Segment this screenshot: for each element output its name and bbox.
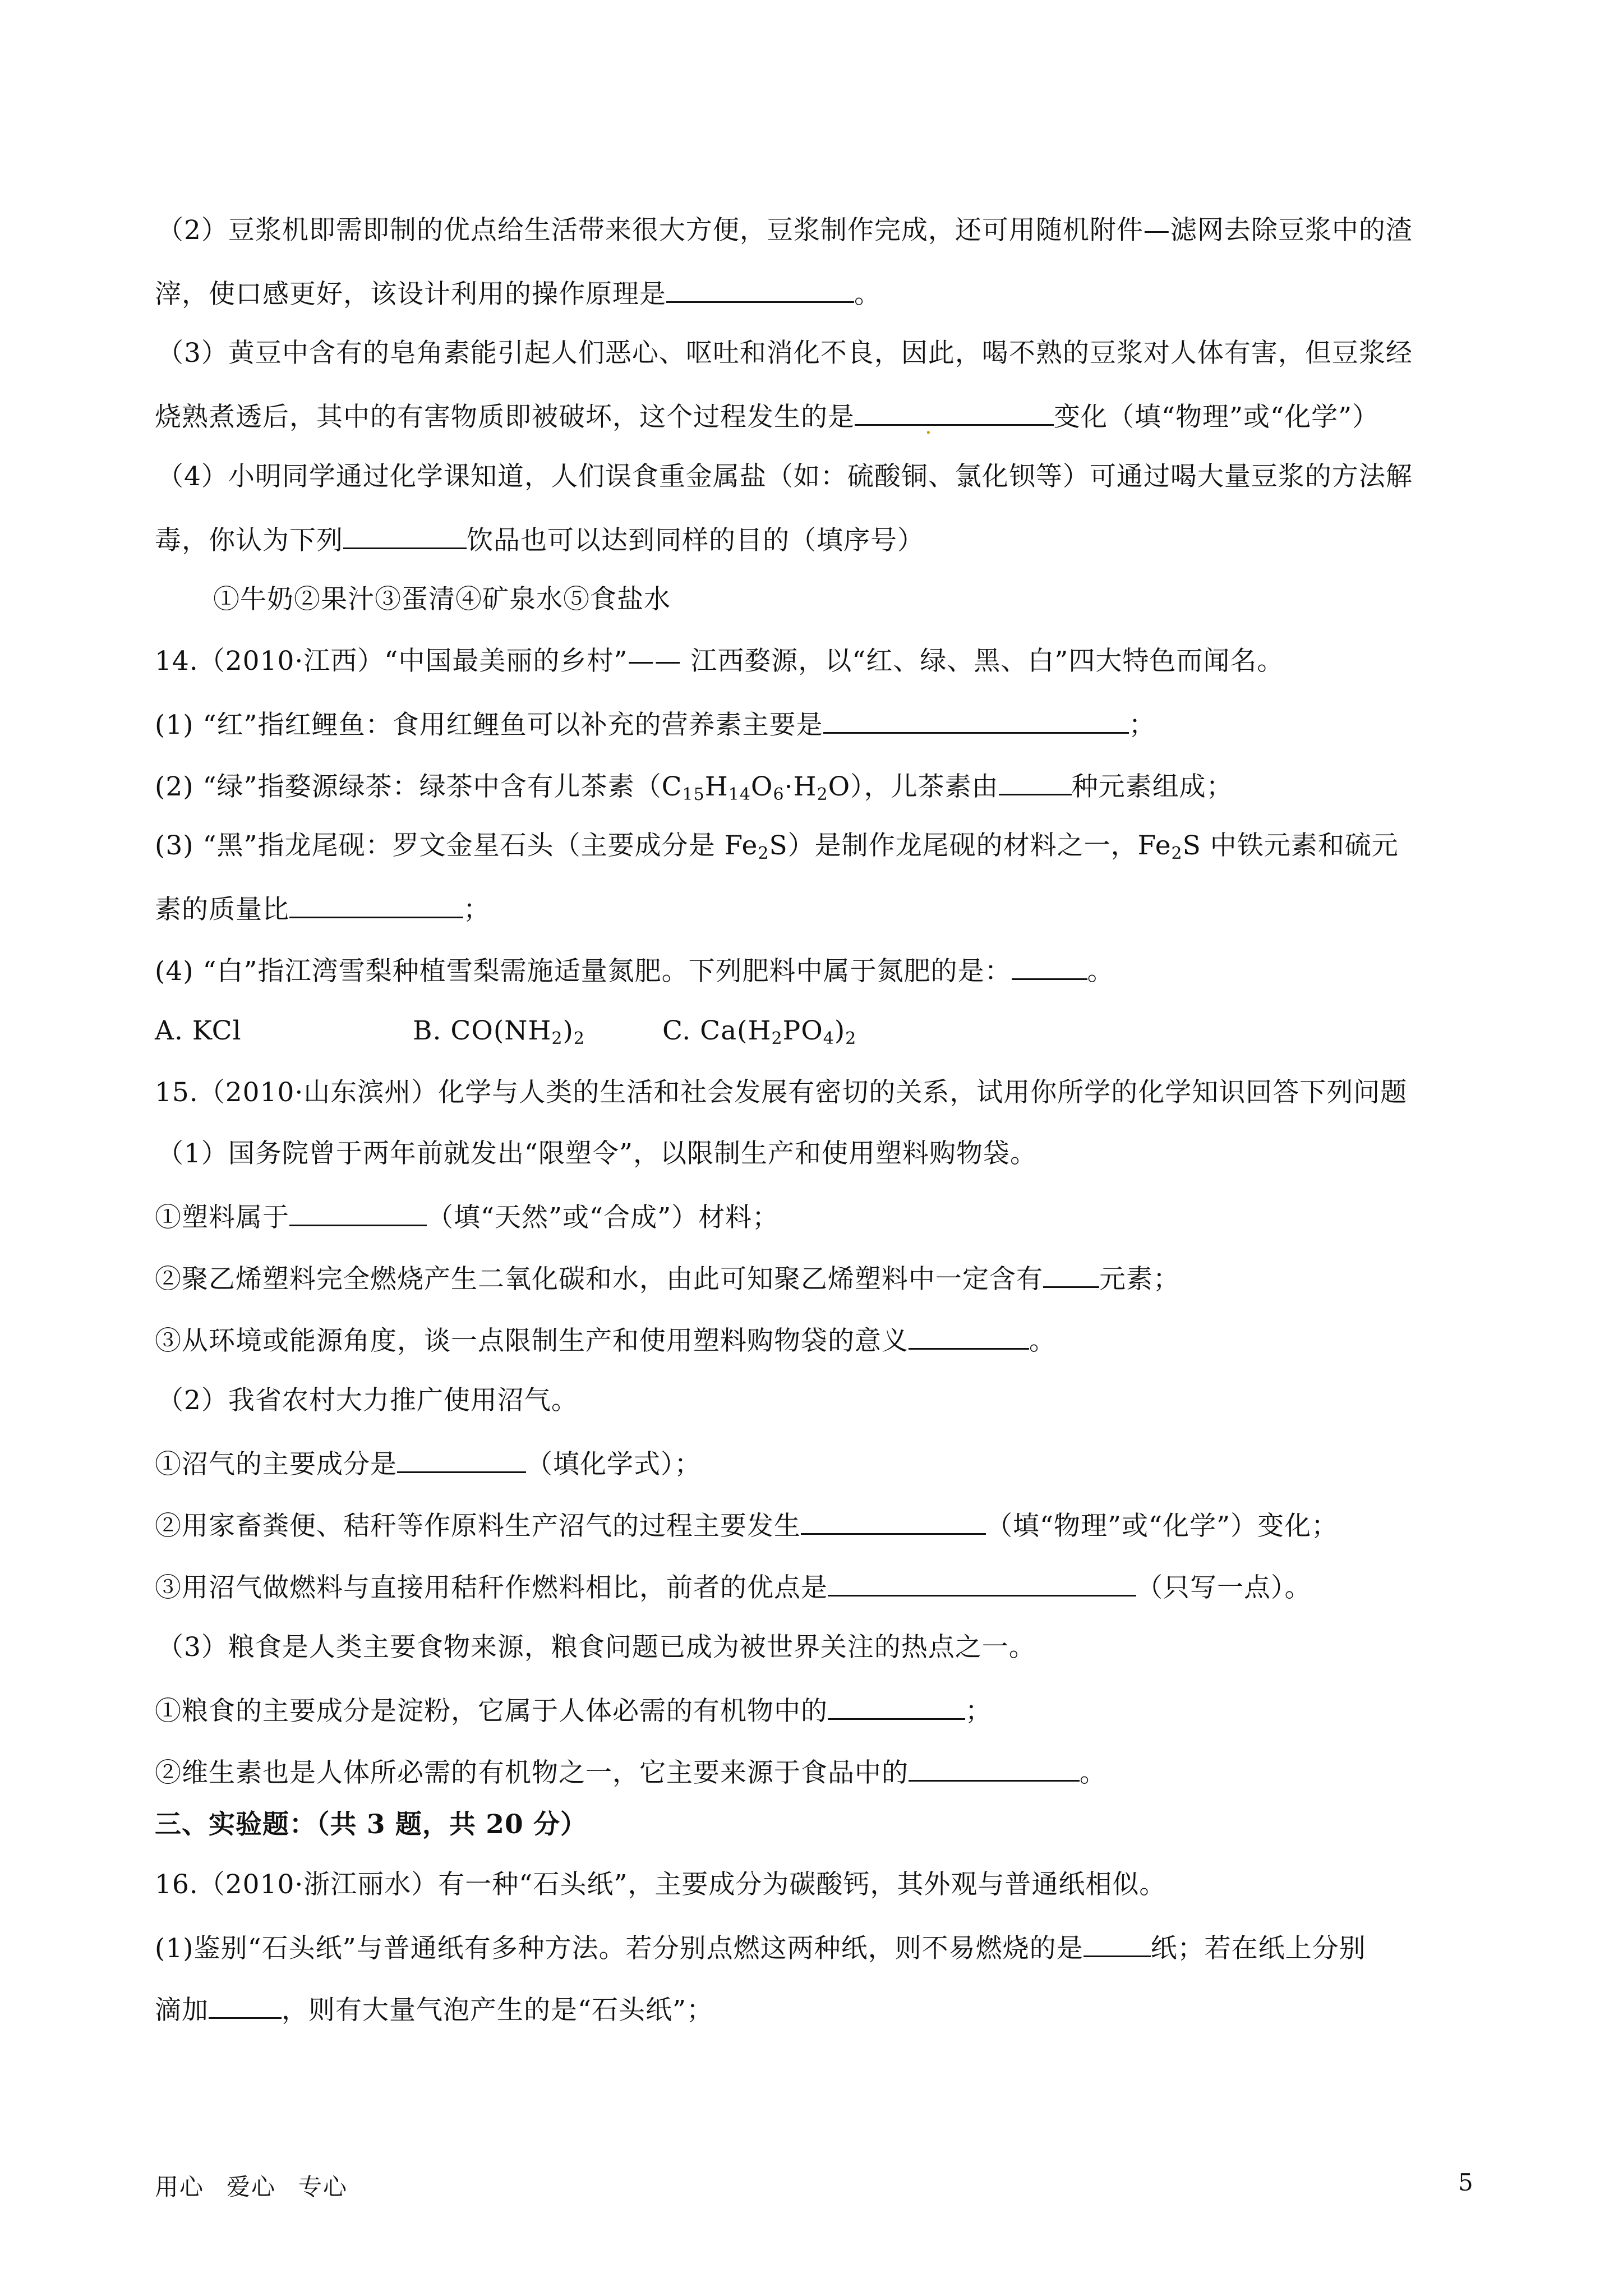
text: 饮品也可以达到同样的目的（填序号） — [467, 525, 924, 556]
section-heading — [155, 1808, 587, 1842]
subscript: 15 — [682, 785, 705, 804]
text: ①粮食的主要成分是淀粉，它属于人体必需的有机物中的 — [155, 1696, 828, 1727]
answer-blank[interactable] — [823, 706, 1129, 734]
text: ②用家畜粪便、秸秆等作原料生产沼气的过程主要发生 — [155, 1511, 801, 1542]
text: ； — [1128, 710, 1156, 740]
answer-blank[interactable] — [1043, 1260, 1099, 1288]
q15-part1-item3 — [155, 1322, 1056, 1358]
q14-part1 — [155, 706, 1156, 742]
text: （2）我省农村大力推广使用沼气。 — [157, 1385, 578, 1416]
answer-blank[interactable] — [828, 1692, 965, 1720]
q14-options — [155, 1014, 856, 1048]
text: （填化学式）； — [526, 1449, 702, 1480]
q13-part2-line2 — [155, 275, 881, 311]
text: 。 — [854, 279, 881, 310]
q14-part3-line1 — [155, 829, 1399, 863]
option-a — [155, 1014, 413, 1048]
answer-blank[interactable] — [801, 1507, 986, 1535]
text: S）是制作龙尾砚的材料之一，Fe — [769, 830, 1172, 861]
subscript: 2 — [573, 1029, 585, 1048]
q15-title — [155, 1076, 1407, 1110]
q16-part1-line1 — [155, 1930, 1366, 1966]
footer-text: 爱心 — [227, 2173, 276, 2201]
q15-part2-item3 — [155, 1569, 1312, 1605]
text: ； — [463, 894, 490, 925]
subscript: 2 — [845, 1029, 857, 1048]
q13-options — [213, 583, 671, 616]
q15-part1-item2 — [155, 1260, 1180, 1296]
text: (1)鉴别“石头纸”与普通纸有多种方法。若分别点燃这两种纸，则不易燃烧的是 — [155, 1933, 1083, 1964]
subscript: 2 — [771, 1029, 783, 1048]
text: (2) “绿”指婺源绿茶：绿茶中含有儿茶素（C — [155, 771, 683, 802]
text: ②聚乙烯塑料完全燃烧产生二氧化碳和水，由此可知聚乙烯塑料中一定含有 — [155, 1264, 1043, 1295]
text: 种元素组成； — [1071, 771, 1233, 802]
text: 纸；若在纸上分别 — [1150, 1933, 1366, 1964]
q15-part2-item1 — [155, 1446, 702, 1481]
answer-blank[interactable] — [666, 275, 854, 303]
text: 滴加 — [155, 1995, 209, 2026]
text: ) — [562, 1015, 574, 1046]
text: (3) “黑”指龙尾砚：罗文金星石头（主要成分是 Fe — [155, 830, 758, 861]
text: （填“天然”或“合成”）材料； — [427, 1202, 780, 1233]
text: ，则有大量气泡产生的是“石头纸”； — [282, 1995, 714, 2026]
text: ①沼气的主要成分是 — [155, 1449, 397, 1480]
subscript: 2 — [817, 785, 828, 804]
answer-blank[interactable] — [909, 1322, 1029, 1350]
option-c — [662, 1015, 856, 1046]
page-number: 5 — [1458, 2169, 1473, 2196]
text: 14.（2010·江西）“中国最美丽的乡村”—— 江西婺源，以“红、绿、黑、白”四大特色而闻名。 — [155, 646, 1284, 677]
footer-motto — [155, 2169, 370, 2202]
text: 三、实验题：（共 3 题，共 20 分） — [155, 1809, 588, 1840]
text: ③从环境或能源角度，谈一点限制生产和使用塑料购物袋的意义 — [155, 1326, 909, 1356]
subscript: 2 — [758, 844, 769, 863]
subscript: 4 — [823, 1029, 834, 1048]
answer-blank[interactable] — [343, 522, 467, 549]
text: 16.（2010·浙江丽水）有一种“石头纸”，主要成分为碳酸钙，其外观与普通纸相似。 — [155, 1869, 1166, 1900]
subscript: 14 — [728, 785, 751, 804]
text: (1) “红”指红鲤鱼：食用红鲤鱼可以补充的营养素主要是 — [155, 710, 823, 740]
text: PO — [782, 1015, 823, 1046]
text: 素的质量比 — [155, 894, 289, 925]
answer-blank[interactable] — [909, 1754, 1080, 1782]
q15-part2 — [157, 1384, 578, 1418]
text: ①塑料属于 — [155, 1202, 289, 1233]
text: 。 — [1080, 1757, 1106, 1788]
text: 。 — [1029, 1326, 1056, 1356]
text: ； — [965, 1696, 992, 1727]
answer-blank[interactable] — [828, 1569, 1136, 1596]
q15-part1 — [157, 1137, 1037, 1171]
q15-part3 — [157, 1631, 1036, 1664]
text: （3）粮食是人类主要食物来源，粮食问题已成为被世界关注的热点之一。 — [157, 1632, 1036, 1663]
q14-part4 — [155, 953, 1114, 988]
text: ·H — [784, 771, 817, 802]
subscript: 2 — [551, 1029, 563, 1048]
text: （1）国务院曾于两年前就发出“限塑令”，以限制生产和使用塑料购物袋。 — [157, 1138, 1037, 1169]
answer-blank[interactable] — [289, 1199, 427, 1226]
text: （填“物理”或“化学”）变化； — [986, 1511, 1339, 1542]
text: ) — [834, 1015, 846, 1046]
text: O），儿茶素由 — [828, 771, 999, 802]
q15-part3-item2 — [155, 1754, 1106, 1790]
text: S 中铁元素和硫元 — [1182, 830, 1399, 861]
q14-part3-line2 — [155, 891, 490, 927]
q16-part1-line2 — [155, 1991, 713, 2027]
q13-part3-line1 — [157, 337, 1413, 370]
text: （3）黄豆中含有的皂角素能引起人们恶心、呕吐和消化不良，因此，喝不熟的豆浆对人体有害，但豆浆经 — [157, 338, 1413, 369]
text: （只写一点）。 — [1136, 1572, 1312, 1603]
text: 变化（填“物理”或“化学”） — [1054, 402, 1380, 432]
footer-text: 专心 — [298, 2173, 348, 2201]
text: O — [750, 771, 773, 802]
text: ①牛奶②果汁③蛋清④矿泉水⑤食盐水 — [213, 584, 671, 615]
q15-part2-item2 — [155, 1507, 1338, 1543]
text: 滓，使口感更好，该设计利用的操作原理是 — [155, 279, 666, 310]
text: B. CO(NH — [413, 1015, 552, 1046]
q13-part4-line2 — [155, 522, 924, 558]
answer-blank[interactable] — [999, 768, 1072, 795]
text: 元素； — [1099, 1264, 1180, 1295]
subscript: 2 — [1171, 844, 1183, 863]
q15-part3-item1 — [155, 1692, 992, 1728]
answer-blank[interactable] — [1083, 1930, 1151, 1957]
text: （2）豆浆机即需即制的优点给生活带来很大方便，豆浆制作完成，还可用随机附件—滤网去除豆浆中的渣 — [157, 215, 1413, 246]
text: ②维生素也是人体所必需的有机物之一，它主要来源于食品中的 — [155, 1757, 909, 1788]
text: 15.（2010·山东滨州）化学与人类的生活和社会发展有密切的关系，试用你所学的化学知识回答下列问题 — [155, 1077, 1408, 1108]
answer-blank[interactable] — [1012, 953, 1087, 980]
text: 毒，你认为下列 — [155, 525, 343, 556]
answer-blank[interactable]: . — [855, 398, 1054, 426]
text: C. Ca(H — [662, 1015, 772, 1046]
answer-blank[interactable] — [289, 891, 463, 918]
answer-blank[interactable] — [397, 1446, 526, 1473]
text: （4）小明同学通过化学课知道，人们误食重金属盐（如：硫酸铜、氯化钡等）可通过喝大量豆浆的方法解 — [157, 461, 1413, 492]
q13-part3-line2 — [155, 398, 1380, 439]
footer-text: 用心 — [155, 2173, 205, 2201]
q13-part2-line1 — [157, 214, 1413, 247]
text: A. KCl — [155, 1015, 242, 1046]
option-b — [413, 1014, 662, 1048]
subscript: 6 — [773, 785, 785, 804]
q16-title — [155, 1868, 1166, 1902]
text: ③用沼气做燃料与直接用秸秆作燃料相比，前者的优点是 — [155, 1572, 828, 1603]
text: 。 — [1087, 956, 1114, 987]
q15-part1-item1 — [155, 1199, 779, 1235]
q14-part2 — [155, 768, 1233, 804]
q13-part4-line1 — [157, 460, 1413, 494]
text: (4) “白”指江湾雪梨种植雪梨需施适量氮肥。下列肥料中属于氮肥的是： — [155, 956, 1012, 987]
q14-title — [155, 645, 1284, 678]
answer-blank[interactable] — [209, 1991, 282, 2019]
text: H — [704, 771, 728, 802]
text: 烧熟煮透后，其中的有害物质即被破坏，这个过程发生的是 — [155, 402, 855, 432]
